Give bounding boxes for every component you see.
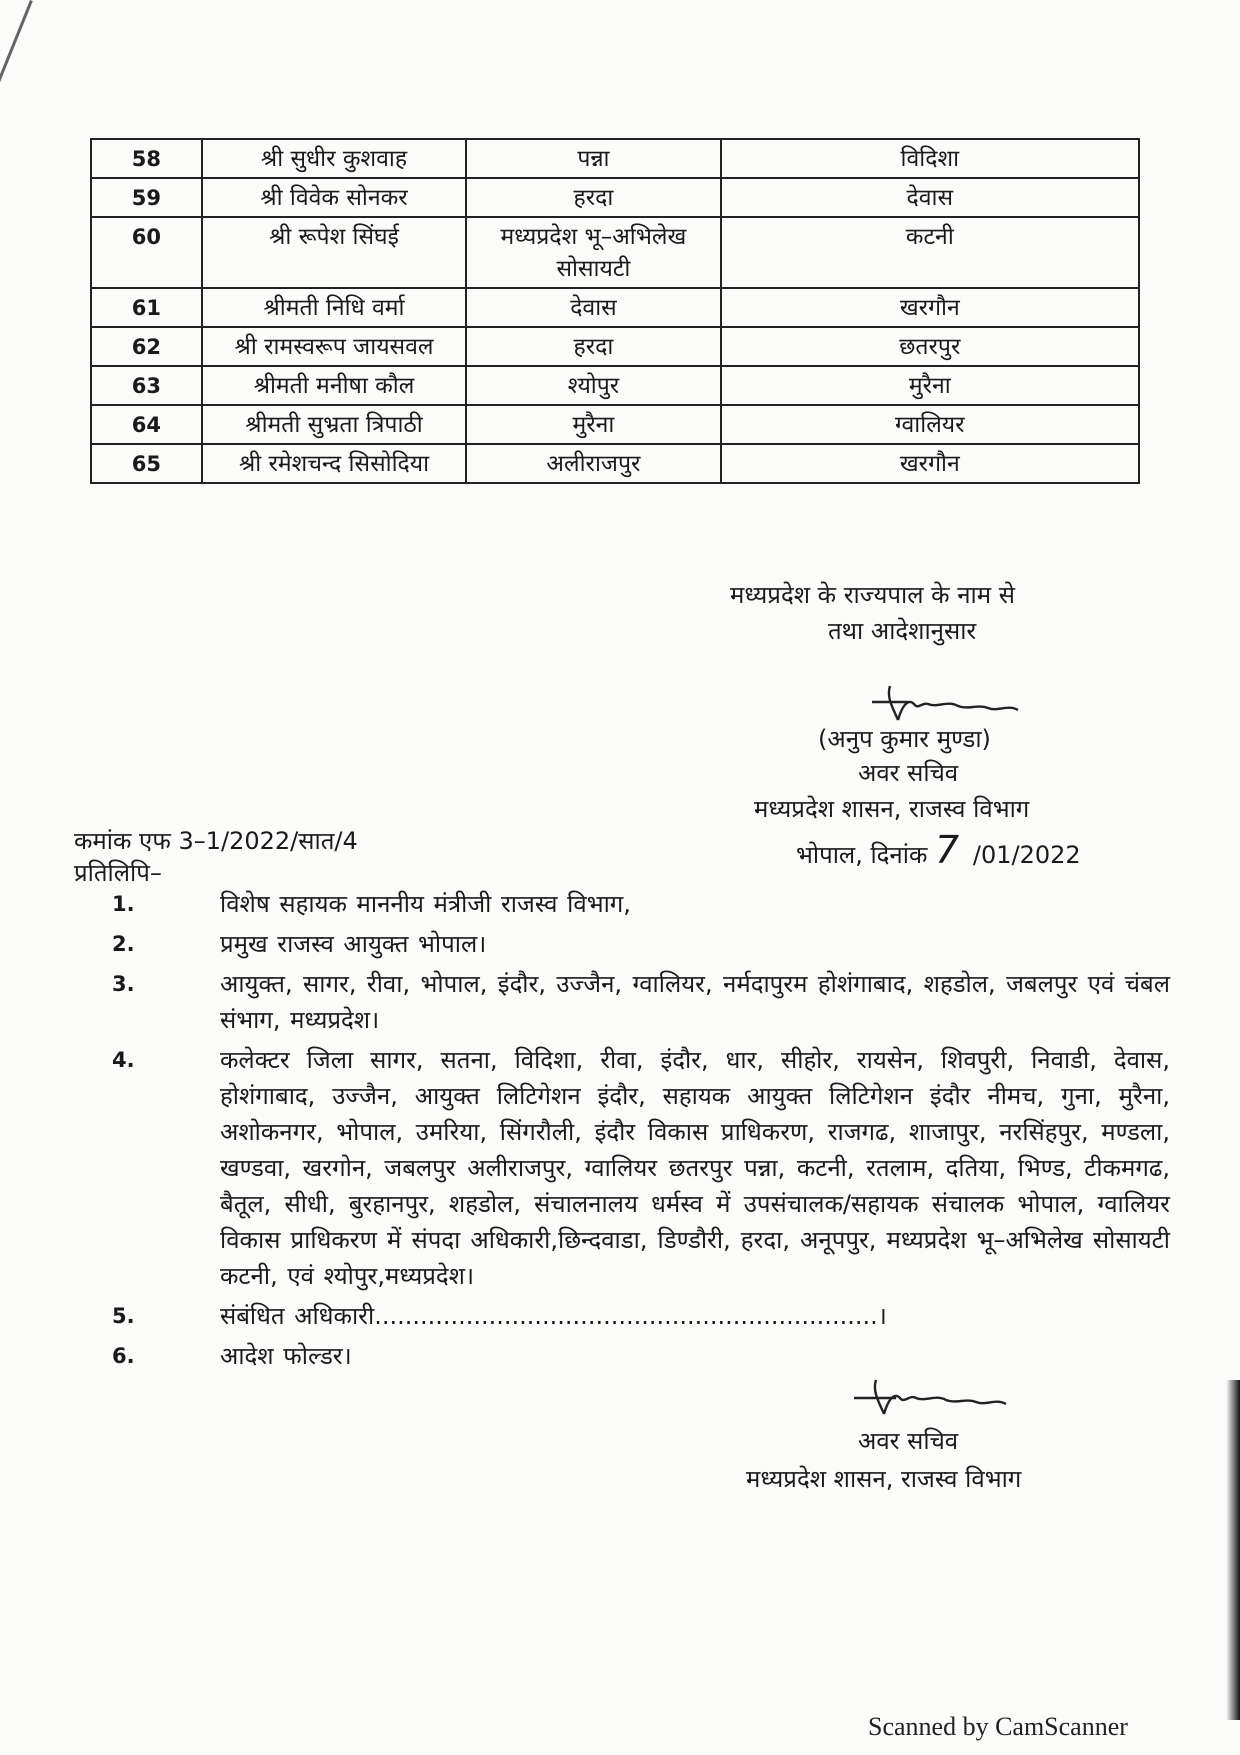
from-location-cell: देवास — [466, 288, 720, 327]
serial-number-cell: 58 — [91, 139, 202, 178]
to-location-cell: खरगौन — [721, 444, 1139, 483]
order-line-1: मध्यप्रदेश के राज्यपाल के नाम से — [730, 581, 1015, 609]
date-day: 7 — [935, 828, 960, 872]
to-location-cell: खरगौन — [721, 288, 1139, 327]
copy-list-item — [100, 926, 1170, 962]
from-location-cell: मुरैना — [466, 405, 720, 444]
copy-item-number: 4. — [112, 1048, 135, 1072]
officer-name-cell: श्रीमती मनीषा कौल — [202, 366, 467, 405]
signatory-name: (अनुप कुमार मुण्डा) — [818, 725, 991, 753]
scan-artifact-line — [0, 0, 33, 224]
copy-list-item — [100, 1042, 1170, 1294]
scanner-watermark: Scanned by CamScanner — [868, 1712, 1128, 1741]
to-location-cell: छतरपुर — [721, 327, 1139, 366]
officer-name-cell: श्रीमती सुभ्रता त्रिपाठी — [202, 405, 467, 444]
table-row — [91, 327, 1139, 366]
from-location-cell: श्योपुर — [466, 366, 720, 405]
table-row — [91, 366, 1139, 405]
copy-item-number: 5. — [112, 1304, 135, 1328]
copy-item-text: प्रमुख राजस्व आयुक्त भोपाल। — [220, 930, 487, 958]
copy-list-item — [100, 1298, 1170, 1334]
table-row — [91, 405, 1139, 444]
officer-name-cell: श्री विवेक सोनकर — [202, 178, 467, 217]
copy-list — [100, 886, 1170, 1378]
table-row — [91, 288, 1139, 327]
officer-name-cell: श्रीमती निधि वर्मा — [202, 288, 467, 327]
copy-list-item — [100, 886, 1170, 922]
serial-number-cell: 59 — [91, 178, 202, 217]
signatory-department: मध्यप्रदेश शासन, राजस्व विभाग — [754, 795, 1030, 823]
to-location-cell: मुरैना — [721, 366, 1139, 405]
to-location-cell: ग्वालियर — [721, 405, 1139, 444]
serial-number-cell: 60 — [91, 217, 202, 288]
table-row — [91, 444, 1139, 483]
to-location-cell: विदिशा — [721, 139, 1139, 178]
date-rest: /01/2022 — [972, 841, 1081, 869]
table-row — [91, 139, 1139, 178]
serial-number-cell: 62 — [91, 327, 202, 366]
officer-name-cell: श्री रमेशचन्द सिसोदिया — [202, 444, 467, 483]
copy-item-number: 6. — [112, 1344, 135, 1368]
place-date-prefix: भोपाल, दिनांक — [796, 841, 928, 869]
copy-item-text: विशेष सहायक माननीय मंत्रीजी राजस्व विभाग, — [220, 890, 631, 918]
from-location-cell: पन्ना — [466, 139, 720, 178]
scan-edge-shadow — [1226, 1380, 1240, 1720]
serial-number-cell: 61 — [91, 288, 202, 327]
copy-label: प्रतिलिपि– — [74, 859, 162, 887]
footer-signature-image — [852, 1372, 1012, 1418]
to-location-cell: देवास — [721, 178, 1139, 217]
copy-item-text: कलेक्टर जिला सागर, सतना, विदिशा, रीवा, इंदौर, धार, सीहोर, रायसेन, शिवपुरी, निवाडी, देवास, होशंगाबाद, उज्जैन, आयुक्त लिटिगेशन इंदौर, सहायक आयुक्त लिटिगेशन इंदौर नीमच, गुना, मुरैना, अशोकनगर, भोपाल, उमरिया, सिंगरौली, इंदौर विकास प्राधिकरण, राजगढ, शाजापुर, नरसिंहपुर, मण्डला, खण्डवा, खरगोन, जबलपुर अलीराजपुर, ग्वालियर छतरपुर पन्ना, कटनी, रतलाम, दतिया, भिण्ड, टीकमगढ, बैतूल, सीधी, बुरहानपुर, शहडोल, संचालनालय धर्मस्व में उपसंचालक/सहायक संचालक भोपाल, ग्वालियर विकास प्राधिकरण में संपदा अधिकारी,छिन्दवाडा, डिण्डौरी, हरदा, अनूपपुर, मध्यप्रदेश भू–अभिलेख सोसायटी कटनी, एवं श्योपुर,मध्यप्रदेश। — [220, 1046, 1170, 1290]
transfer-table — [90, 138, 1140, 484]
from-location-cell: हरदा — [466, 178, 720, 217]
serial-number-cell: 63 — [91, 366, 202, 405]
from-location-cell: हरदा — [466, 327, 720, 366]
to-location-cell: कटनी — [721, 217, 1139, 288]
officer-name-cell: श्री सुधीर कुशवाह — [202, 139, 467, 178]
order-line-2: तथा आदेशानुसार — [828, 617, 977, 645]
copy-list-item — [100, 966, 1170, 1038]
signatory-designation: अवर सचिव — [858, 759, 959, 787]
serial-number-cell: 65 — [91, 444, 202, 483]
copy-item-text: संबंधित अधिकारी..................................................................। — [220, 1302, 887, 1330]
copy-item-number: 3. — [112, 972, 135, 996]
serial-number-cell: 64 — [91, 405, 202, 444]
table-row — [91, 217, 1139, 288]
copy-item-number: 2. — [112, 932, 135, 956]
copy-item-number: 1. — [112, 892, 135, 916]
footer-designation: अवर सचिव — [858, 1427, 959, 1455]
from-location-cell: अलीराजपुर — [466, 444, 720, 483]
table-row — [91, 178, 1139, 217]
copy-list-item — [100, 1338, 1170, 1374]
reference-number: कमांक एफ 3–1/2022/सात/4 — [74, 827, 358, 855]
from-location-cell: मध्यप्रदेश भू–अभिलेख सोसायटी — [466, 217, 720, 288]
copy-item-text: आयुक्त, सागर, रीवा, भोपाल, इंदौर, उज्जैन, ग्वालियर, नर्मदापुरम होशंगाबाद, शहडोल, जबलपुर एवं चंबल संभाग, मध्यप्रदेश। — [220, 970, 1170, 1034]
place-date — [796, 828, 1081, 872]
officer-name-cell: श्री रामस्वरूप जायसवल — [202, 327, 467, 366]
signature-image — [868, 680, 1028, 726]
officer-name-cell: श्री रूपेश सिंघई — [202, 217, 467, 288]
copy-item-text: आदेश फोल्डर। — [220, 1342, 352, 1370]
footer-department: मध्यप्रदेश शासन, राजस्व विभाग — [746, 1465, 1022, 1493]
